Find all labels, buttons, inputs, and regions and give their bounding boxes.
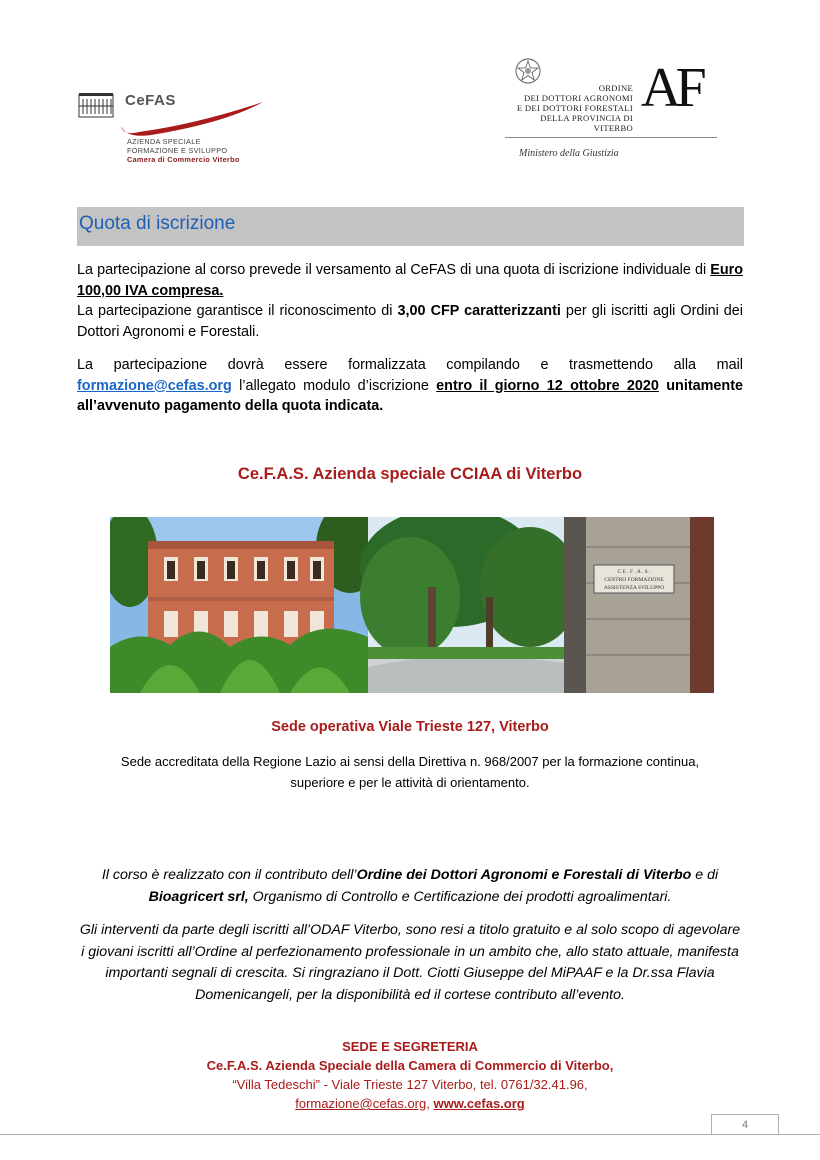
sign-text-line: C E . F . A . S . <box>617 569 651 575</box>
cefas-subtitle-line: AZIENDA SPECIALE <box>127 137 201 146</box>
footer-divider <box>0 1134 820 1135</box>
accreditation-line: superiore e per le attività di orientamento. <box>290 774 530 790</box>
cfp-text: La partecipazione garantisce il riconoscimento di <box>77 303 393 319</box>
park-photo <box>360 517 580 693</box>
odaf-name-line: E DEI DOTTORI FORESTALI <box>516 103 633 113</box>
credits-company: Bioagricert srl, <box>148 888 249 905</box>
sign-text-line: CENTRO FORMAZIONE <box>604 577 664 583</box>
credits-org: Ordine dei Dottori Agronomi e Forestali di Viterbo <box>356 867 692 883</box>
registration-text: La partecipazione dovrà essere formalizzata compilando e trasmettendo alla mail <box>77 357 743 373</box>
venue-heading: Ce.F.A.S. Azienda speciale CCIAA di Viterbo <box>237 465 583 483</box>
acknowledgements-paragraph: Gli interventi da parte degli iscritti all’ODAF Viterbo, sono resi a titolo gratuito e al solo scopo di agevolare i giovani iscritti all’Ordine al perfezionamento professionale in un ambito che, allo stato attuale, manifesta importanti segnali di crescita. Si ringraziano il Dott. Ciotti Giuseppe del MiPAAF e la Dr.ssa Flavia Domenicangeli, per la disponibilità ed il cortese contributo all’evento. <box>79 922 741 1003</box>
page-number: 4 <box>711 1114 779 1135</box>
odaf-name <box>505 83 633 133</box>
odaf-name-line: DELLA PROVINCIA DI VITERBO <box>540 113 633 133</box>
cefas-subtitle-line: FORMAZIONE E SVILUPPO <box>127 146 228 155</box>
cefas-logo <box>77 88 267 172</box>
odaf-name-line: DEI DOTTORI AGRONOMI <box>524 93 633 103</box>
cfp-paragraph <box>77 301 743 342</box>
registration-deadline: entro il giorno 12 ottobre 2020 <box>436 377 659 394</box>
cefas-subtitle <box>127 137 240 164</box>
accreditation-note <box>77 752 743 793</box>
cfp-text: per gli iscritti agli Ordini dei Dottori Agronomi e Forestali. <box>77 303 744 340</box>
af-monogram: AF <box>641 57 701 119</box>
venue-address: Sede operativa Viale Trieste 127, Viterbo <box>271 719 549 735</box>
registration-payment-note: unitamente all’avvenuto pagamento della quota indicata. <box>77 377 743 414</box>
odaf-name-line: ORDINE <box>598 83 633 93</box>
registration-email-link[interactable]: formazione@cefas.org <box>77 377 232 394</box>
venue-photo-collage <box>110 517 714 693</box>
cfp-credits: 3,00 CFP caratterizzanti <box>397 303 561 319</box>
ministry-label: Ministero della Giustizia <box>519 148 619 159</box>
registration-paragraph <box>77 355 743 417</box>
cefas-wordmark: CeFAS <box>125 92 176 109</box>
footer-title: SEDE E SEGRETERIA <box>342 1039 478 1054</box>
registration-text: l’allegato modulo d’iscrizione <box>239 377 429 394</box>
credits-text: e di <box>691 867 719 883</box>
accreditation-line: Sede accreditata della Regione Lazio ai sensi della Direttiva n. 968/2007 per la formazione continua, <box>120 754 700 769</box>
fee-text: La partecipazione al corso prevede il versamento al CeFAS di una quota di iscrizione individuale di <box>77 262 707 278</box>
credits-paragraph <box>77 865 743 908</box>
section-header <box>77 207 744 246</box>
footer-website-link[interactable]: www.cefas.org <box>433 1096 525 1111</box>
footer-separator: , <box>426 1096 434 1111</box>
footer-address: “Villa Tedeschi” - Viale Trieste 127 Viterbo, tel. 0761/32.41.96, <box>232 1077 588 1092</box>
cefas-subtitle-line: Camera di Commercio Viterbo <box>127 155 240 164</box>
credits-text: Organismo di Controllo e Certificazione dei prodotti agroalimentari. <box>248 888 672 905</box>
entrance-sign-photo <box>564 517 714 693</box>
italian-emblem-icon <box>513 56 543 86</box>
section-title: Quota di iscrizione <box>79 213 236 234</box>
fee-paragraph <box>77 260 743 301</box>
fee-amount: Euro 100,00 IVA compresa. <box>77 262 743 299</box>
sign-text-line: ASSISTENZA SVILUPPO <box>603 585 665 591</box>
venue-photos <box>110 517 714 693</box>
odaf-divider <box>505 137 717 138</box>
footer-block <box>77 1037 743 1113</box>
footer-org: Ce.F.A.S. Azienda Speciale della Camera di Commercio di Viterbo, <box>206 1058 614 1073</box>
footer-links <box>77 1094 743 1113</box>
villa-photo <box>110 517 384 693</box>
odaf-logo <box>505 56 720 166</box>
footer-email-link[interactable]: formazione@cefas.org <box>295 1096 427 1111</box>
credits-text: Il corso è realizzato con il contributo dell’ <box>101 867 357 883</box>
